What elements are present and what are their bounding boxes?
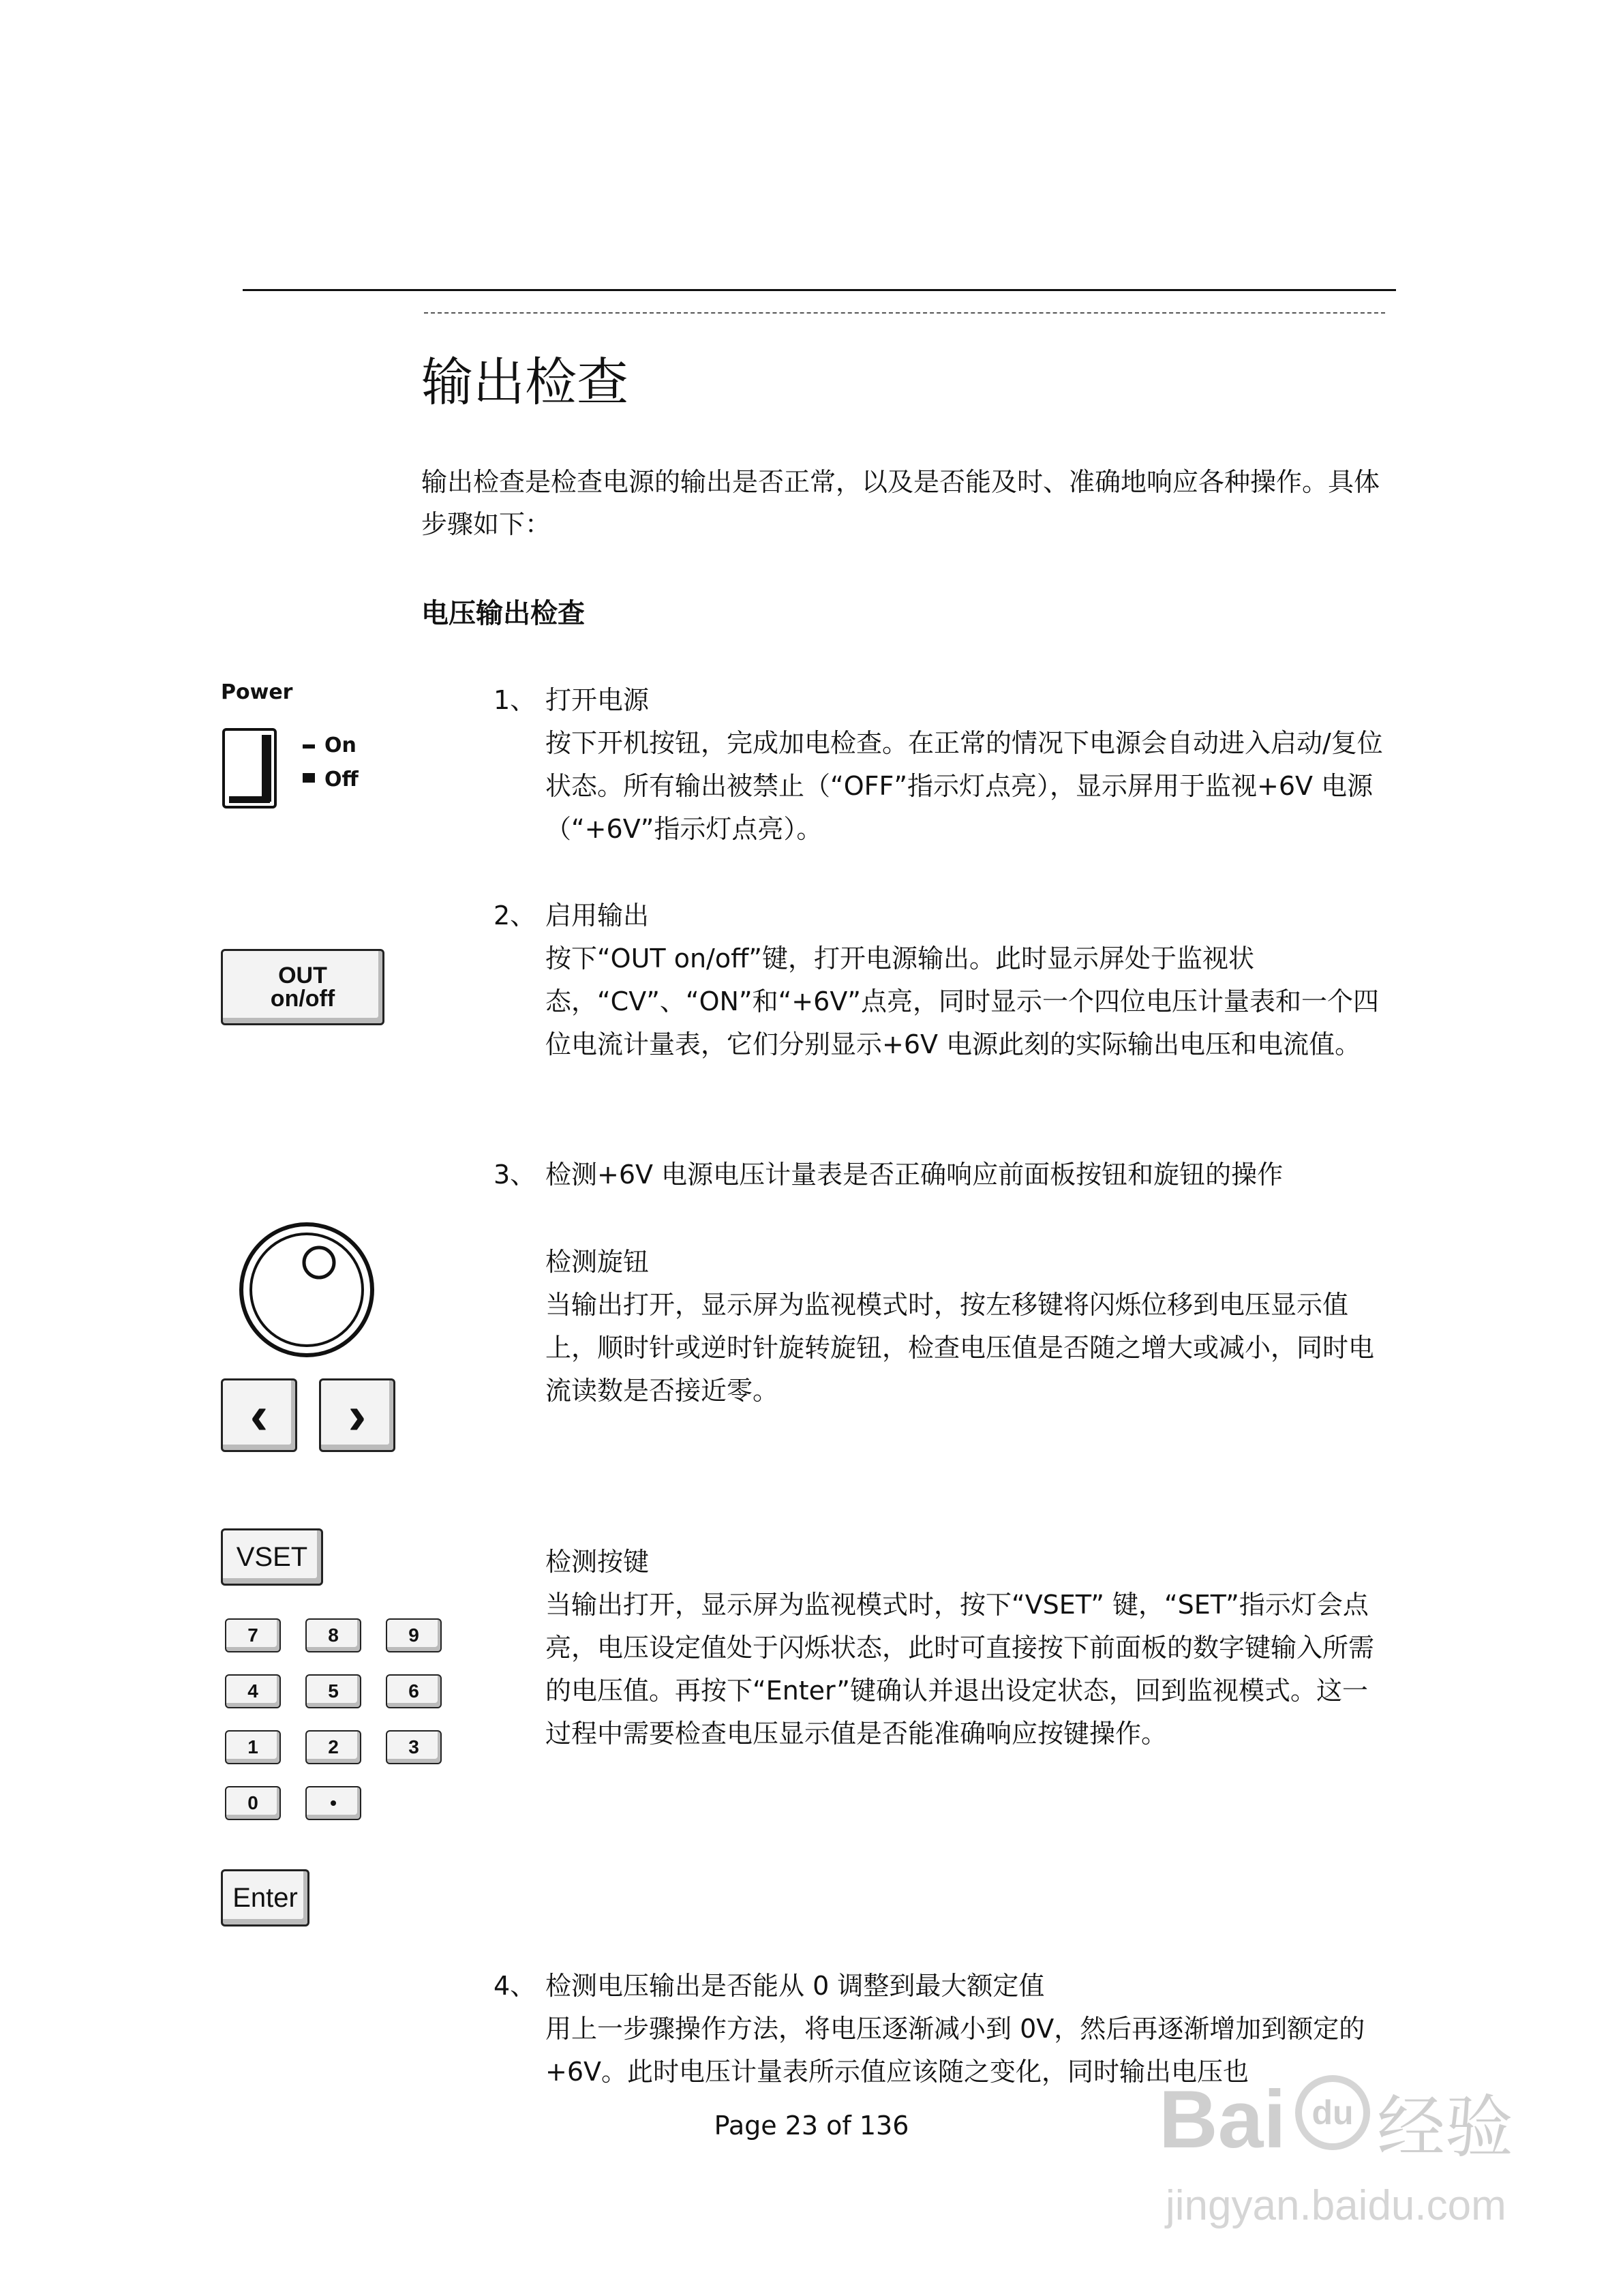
key-1-label: 1 — [247, 1736, 258, 1757]
key-6-label: 6 — [408, 1680, 419, 1702]
vset-key[interactable] — [221, 1528, 323, 1586]
step-4-title: 检测电压输出是否能从 0 调整到最大额定值 — [545, 1971, 1045, 2001]
left-arrow-key[interactable] — [221, 1378, 297, 1452]
key-5[interactable] — [305, 1674, 361, 1708]
key-2[interactable] — [305, 1730, 361, 1764]
header-dashed-rule — [424, 312, 1385, 314]
key-7-label: 7 — [247, 1625, 258, 1646]
key-7[interactable] — [225, 1618, 281, 1652]
right-arrow-key[interactable] — [319, 1378, 395, 1452]
subheading-voltage-check: 电压输出检查 — [421, 598, 585, 629]
power-label: Power — [221, 680, 293, 704]
step-4-number: 4、 — [494, 1971, 536, 2001]
step-3-title: 检测+6V 电源电压计量表是否正确响应前面板按钮和旋钮的操作 — [545, 1160, 1284, 1190]
key-9-label: 9 — [408, 1625, 419, 1646]
power-switch-figure — [218, 680, 423, 817]
key-8[interactable] — [305, 1618, 361, 1652]
off-mark-icon — [303, 773, 315, 783]
numeric-keypad — [225, 1618, 450, 1837]
paw-icon — [1295, 2075, 1370, 2150]
key-9[interactable] — [386, 1618, 442, 1652]
vset-key-label: VSET — [236, 1541, 308, 1572]
enter-key-label: Enter — [232, 1882, 298, 1913]
intro-paragraph: 输出检查是检查电源的输出是否正常，以及是否能及时、准确地响应各种操作。具体步骤如下： — [421, 467, 1380, 539]
section-title: 输出检查 — [421, 352, 628, 412]
key-3[interactable] — [386, 1730, 442, 1764]
watermark-brand: Bai — [1159, 2074, 1286, 2165]
key-check-body: 当输出打开，显示屏为监视模式时，按下“VSET” 键，“SET”指示灯会点亮，电压设定值处于闪烁状态，此时可直接按下前面板的数字键输入所需的电压值。再按下“Enter”键确认并退出设定状态，回到监视模式。这一过程中需要检查电压显示值是否能准确响应按键操作。 — [545, 1590, 1375, 1749]
on-mark-icon — [303, 744, 315, 749]
watermark-url: jingyan.baidu.com — [1166, 2182, 1506, 2229]
enter-key[interactable] — [221, 1869, 309, 1927]
power-switch-base — [229, 796, 270, 803]
key-2-label: 2 — [328, 1736, 339, 1757]
rotary-knob-icon[interactable] — [239, 1222, 375, 1358]
step-3-number: 3、 — [494, 1160, 536, 1190]
key-decimal-label: • — [330, 1792, 337, 1813]
power-switch-shadow — [262, 735, 271, 802]
step-1-title: 打开电源 — [545, 685, 650, 715]
power-off-label: Off — [324, 768, 359, 791]
knob-check-title: 检测旋钮 — [545, 1247, 650, 1277]
key-0[interactable] — [225, 1786, 281, 1820]
power-switch[interactable] — [222, 728, 277, 809]
step-2-title: 启用输出 — [545, 901, 650, 931]
step-2-number: 2、 — [494, 901, 536, 931]
step-4-body: 用上一步骤操作方法，将电压逐渐减小到 0V，然后再逐渐增加到额定的+6V。此时电压计量表所示值应该随之变化，同时输出电压也 — [545, 2014, 1365, 2087]
out-on-off-key[interactable] — [221, 949, 384, 1025]
key-0-label: 0 — [247, 1792, 258, 1813]
key-5-label: 5 — [328, 1680, 339, 1702]
watermark-paw-text: du — [1311, 2094, 1354, 2132]
step-2-body: 按下“OUT on/off”键，打开电源输出。此时显示屏处于监视状态，“CV”、“ON”和“+6V”点亮，同时显示一个四位电压计量表和一个四位电流计量表，它们分别显示+6V 电源此刻的实际输出电压和电流值。 — [545, 943, 1379, 1059]
key-4[interactable] — [225, 1674, 281, 1708]
step-1-body: 按下开机按钮，完成加电检查。在正常的情况下电源会自动进入启动/复位状态。所有输出被禁止（“OFF”指示灯点亮），显示屏用于监视+6V 电源（“+6V”指示灯点亮）。 — [545, 728, 1383, 844]
key-4-label: 4 — [247, 1680, 258, 1702]
key-8-label: 8 — [328, 1625, 339, 1646]
page-number: Page 23 of 136 — [714, 2111, 909, 2141]
knob-check-body: 当输出打开，显示屏为监视模式时，按左移键将闪烁位移到电压显示值上，顺时针或逆时针旋转旋钮，检查电压值是否随之增大或减小，同时电流读数是否接近零。 — [545, 1290, 1375, 1406]
key-6[interactable] — [386, 1674, 442, 1708]
out-key-line1: OUT — [278, 963, 327, 988]
key-3-label: 3 — [408, 1736, 419, 1757]
power-on-label: On — [324, 734, 357, 757]
header-rule — [243, 289, 1396, 291]
key-1[interactable] — [225, 1730, 281, 1764]
left-arrow-icon: ‹ — [249, 1385, 269, 1445]
key-check-title: 检测按键 — [545, 1547, 650, 1577]
watermark-cn: 经验 — [1377, 2087, 1513, 2167]
right-arrow-icon: › — [348, 1385, 367, 1445]
baidu-jingyan-watermark — [1118, 2045, 1541, 2263]
step-1-number: 1、 — [494, 685, 536, 715]
out-key-line2: on/off — [270, 986, 335, 1012]
key-decimal[interactable] — [305, 1786, 361, 1820]
